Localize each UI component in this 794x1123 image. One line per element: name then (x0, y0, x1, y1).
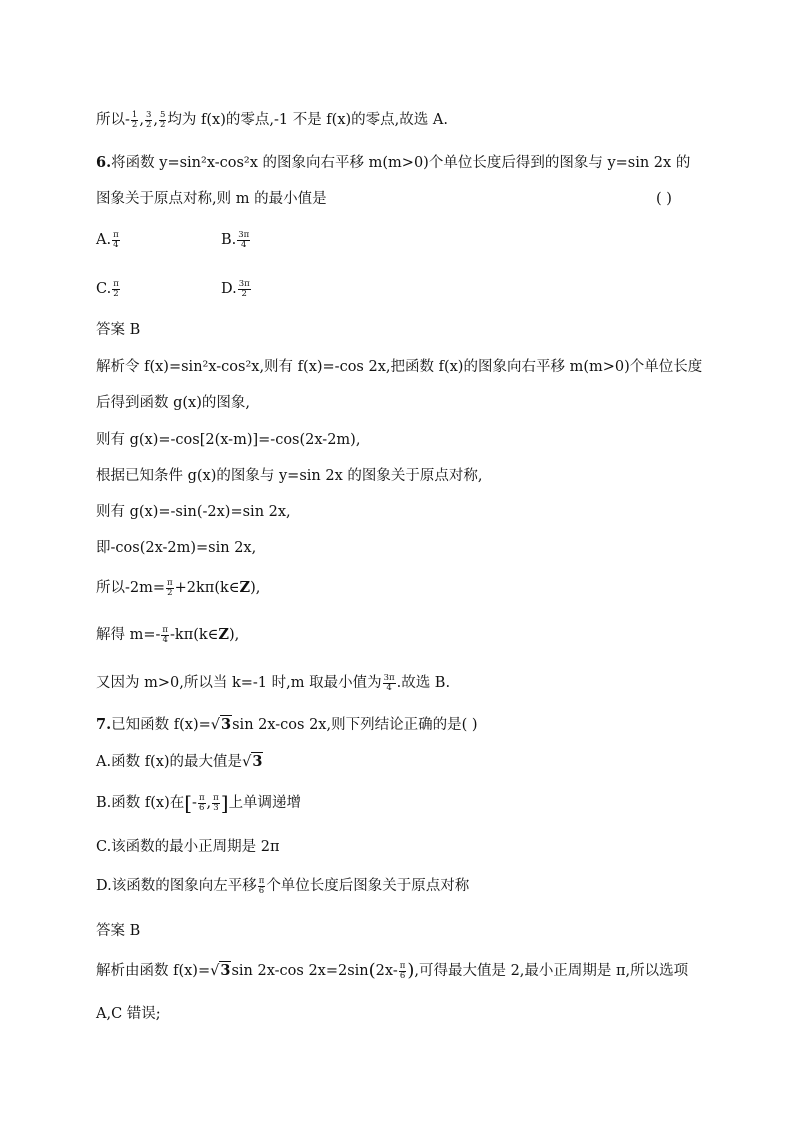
fraction: $\frac{5}{2}$ (159, 109, 166, 130)
question-6-line-2: 图象关于原点对称,则 m 的最小值是 (96, 191, 327, 207)
explanation-7-line-2: A,C 错误; (96, 1006, 161, 1022)
option-d: D. $\frac{3\pi}{2}$ (221, 278, 250, 299)
question-6-line-1: 6.将函数 y=sin²x-cos²x 的图象向右平移 m(m>0)个单位长度后得到的图象与 y=sin 2x 的 (96, 154, 691, 171)
explanation-6-line-7: 所以-2m= $\frac{\pi}{2}$ +2kπ(k∈Z), (96, 577, 261, 598)
option-7d: D.该函数的图象向左平移 $\frac{\pi}{6}$ 个单位长度后图象关于原点对称 (96, 875, 470, 896)
explanation-6-line-9: 又因为 m>0,所以当 k=-1 时,m 取最小值为 $\frac{3\pi}{4}$ .故选 B. (96, 672, 451, 693)
explanation-6-line-2: 后得到函数 g(x)的图象, (96, 395, 250, 411)
explanation-6-line-8: 解得 m=- $\frac{\pi}{4}$ -kπ(k∈Z), (96, 624, 240, 645)
explanation-6-line-6: 即-cos(2x-2m)=sin 2x, (96, 540, 257, 556)
option-7b: B.函数 f(x)在[- $\frac{\pi}{6}$ , $\frac{\pi}{3}$ ]上单调递增 (96, 791, 302, 815)
answer-blank: ( ) (656, 191, 672, 207)
explanation-6-line-5: 则有 g(x)=-sin(-2x)=sin 2x, (96, 504, 291, 520)
fraction: $\frac{3}{2}$ (145, 109, 152, 130)
answer-7: 答案 B (96, 923, 141, 939)
option-a: A. $\frac{\pi}{4}$ (96, 229, 119, 250)
answer-6: 答案 B (96, 322, 141, 338)
explanation-6-line-3: 则有 g(x)=-cos[2(x-m)]=-cos(2x-2m), (96, 432, 361, 448)
option-c: C. $\frac{\pi}{2}$ (96, 278, 119, 299)
option-7c: C.该函数的最小正周期是 2π (96, 839, 280, 855)
fraction: $\frac{1}{2}$ (131, 109, 138, 130)
option-7a: A.函数 f(x)的最大值是√3 (96, 753, 263, 770)
question-7: 7.已知函数 f(x)=√3sin 2x-cos 2x,则下列结论正确的是( ) (96, 716, 478, 733)
line-zeros: 所以- $\frac{1}{2}$ , $\frac{3}{2}$ , $\frac{5}{2}$ 均为 f(x)的零点,-1 不是 f(x)的零点,故选 A. (96, 109, 448, 130)
explanation-6-line-1: 解析令 f(x)=sin²x-cos²x,则有 f(x)=-cos 2x,把函数 f(x)的图象向右平移 m(m>0)个单位长度 (96, 359, 703, 375)
sqrt-3: √3 (210, 716, 232, 733)
explanation-6-line-4: 根据已知条件 g(x)的图象与 y=sin 2x 的图象关于原点对称, (96, 468, 483, 484)
option-b: B. $\frac{3\pi}{4}$ (221, 229, 250, 250)
explanation-7-line-1: 解析由函数 f(x)=√3sin 2x-cos 2x=2sin(2x- $\frac{\pi}{6}$ ),可得最大值是 2,最小正周期是 π,所以选项 (96, 960, 689, 981)
